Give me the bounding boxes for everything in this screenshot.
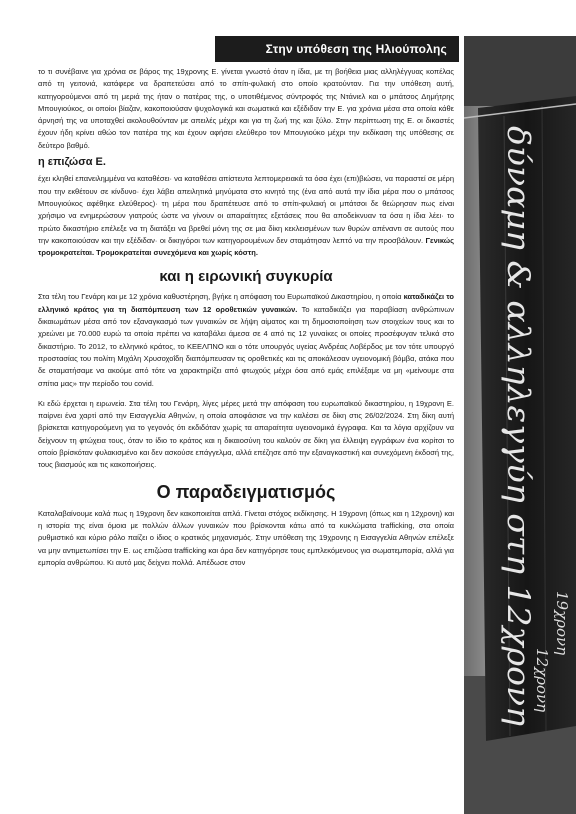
survivor-bold-end: Γενικώς τρομοκρατείται. Τρομοκρατείται συνεχόμενα και χωρίς κόστη. xyxy=(38,235,454,258)
irony-paragraph-2: Κι εδώ έρχεται η ειρωνεία. Στα τέλη του Γενάρη, λίγες μέρες μετά την απόφαση του ευρωπαϊκού δικαστηρίου, η 19χρονη Ε. παίρνει ένα χαρτί από την Εισαγγελία Αθηνών, η οποία αποφάσισε να την καλέσει σε δίκη στις 26/02/2024. Στη δίκη αυτή βρίσκεται κατηγορούμενη για το γεγονός ότι εκδιδόταν χωρίς τα απαραίτητα υγειονομικά έγγραφα. Και τα λόγια αρχίζουν να δείχνουν τη φτώχεια τους, όταν το ίδιο το κράτος και η δικαιοσύνη του καλούν σε δίκη για έλλειψη εγγράφων ένα κορίτσι το οποίο βρίσκόταν φυλακισμένο και δεν ασκούσε επάγγελμα, αλλά επέζησε από την εξαναγκαστική και συνεχόμενη έκδοσή της, τους βιασμούς και τις κακοποιήσεις. xyxy=(38,398,454,470)
header-bar xyxy=(215,36,459,62)
irony-p1-bold: καταδικάζει το ελληνικό κράτος για τη διαπόμπευση των 12 οροθετικών γυναικών. xyxy=(38,292,454,314)
article-body xyxy=(38,66,454,569)
header-title: Στην υπόθεση της Ηλιούπολης xyxy=(265,42,447,56)
survivor-heading: η επιζώσα Ε. xyxy=(38,156,106,169)
banner-main-text: δύναμη & αλληλεγγύη στη 12χρονη xyxy=(500,126,536,688)
banner-side-text-bottom: 12χρονη xyxy=(533,648,551,713)
photo-top-wall xyxy=(464,36,576,106)
example-paragraph: Καταλαβαίνουμε καλά πως η 19χρονη δεν κακοποιείται απλά. Γίνεται στόχος εκδίκησης. Η 19χρονη (όπως και η 12χρονη) και η ιστορία της είναι όμοια με πολλών άλλων γυναικών που βρίσκονται κάτω από τα κυκλώματα trafficking, στα οποία ρυθμιστικό και κύριο ρόλο παίζει ο ίδιος ο κρατικός μηχανισμός. Στην υπόθεση της 19χρονης η Εισαγγελία Αθηνών επέλεξε να μην αντιμετωπίσει την Ε. ως επιζώσα trafficking και άρα δεν κατηγόρησε τους εμπλεκόμενους για σωματεμπορία, αλλά για εμπορία ανθρώπου. Κι αυτό μας δείχνει πολλά. Απέδωσε στον xyxy=(38,508,454,567)
irony-p1-start: Στα τέλη του Γενάρη και με 12 χρόνια καθυστέρηση, βγήκε η απόφαση του Ευρωπαϊκού Δικαστηρίου, η οποία xyxy=(38,292,402,302)
example-heading: Ο παραδειγματισμός xyxy=(156,481,336,502)
banner-side-text-top: 19χρονη xyxy=(553,591,571,656)
survivor-text: έχει κληθεί επανειλημμένα να καταθέσει· να καταθέσει απίστευτα λεπτομερειακά τα όσα έχει (επι)βιώσει, να παραστεί σε μέρη που την εκθέτουν σε κίνδυνο· έχει λάβει απειλητικά μηνύματα στο κινητό της (ένα από αυτά την ίδια μέρα που ο μπάτσος Μπουγιούκος αφέθηκε ελεύθερος)· τη μέρα που δραπέτευσε από το σπίτι-φυλακή οι μπάτσοι δε θεώρησαν πως είναι χρήσιμο να ενημερώσουν γιατρούς ώστε να γίνουν οι απαραίτητες εξετάσεις που θα αποδείκνυαν τα όσα η ίδια λέει· το πρώτο δικαστήριο επέλεξε να τη διατάξει να βρεθεί μόνη της σε μια δίκη κεκλεισμένων των θυρών απέναντι σε αυτούς που την κακοποιούσαν και την εξέδιδαν· οι δικηγόροι των κατηγορουμένων δεν σταμάτησαν λεπτό να την προσβάλουν. xyxy=(38,174,454,245)
banner-photo-svg xyxy=(464,36,576,814)
irony-p1-end: Το καταδικάζει για παραβίαση ανθρώπινων δικαιωμάτων μέσα από τον εξαναγκασμό των γυναικών σε λήψη αίματος και τη δημοσιοποίηση των στοιχείων τους και το χρεώνει με 70.000 ευρώ τα οποία πρέπει να καταβάλει άμεσα σε 4 από τις 12 γυναίκες οι οποίες προσέφυγαν τελικά στο δικαστήριο. Το 2012, το ελληνικό κράτος, το ΚΕΕΛΠΝΟ και ο τότε υπουργός υγείας Ανδρέας Λοβέρδος με τον τότε υπουργό προστασίας του πολίτη Μιχάλη Χρυσοχοΐδη διαπόμπευσαν τις οροθετικές και τις αποκάλεσαν υγειονομική βόμβα, ατάκα που δε σταματήσαμε να ακούμε από τότε να χαρακτηρίζει από φτωχούς μέχρι όσα από εμάς επιλέξαμε να μη «μείνουμε στα σπίτια μας» την περίοδο του covid. xyxy=(38,304,454,388)
survivor-paragraph xyxy=(38,173,454,259)
irony-heading: και η ειρωνική συγκυρία xyxy=(159,268,333,286)
banner-photo xyxy=(464,36,576,814)
intro-paragraph: το τι συνέβαινε για χρόνια σε βάρος της 19χρονης Ε. γίνεται γνωστό όταν η ίδια, με τη βοήθεια μιας αλληλέγγυας κοπέλας από τη γειτονιά, κατάφερε να δραπετεύσει από το σπίτι-φυλακή στο οποίο κρατούνταν. Για την υπόθεση αυτή, κατηγορούμενοι από τη μεριά της ήταν ο πατέρας της, ο υποτιθέμενος σύντροφός της Ντάνιελ και ο μπάτσος Δημήτρης Μπουγιούκος, οι οποίοι βίαζαν, κακοποιούσαν ψυχολογικά και σωματικά και εξέδιδαν την Ε. για χρόνια μέσα στα οποία κάθε άρνησή της να υποταχθεί ακολουθούνταν με απειλές μέχρι και για τη ζωή της και ξύλο. Στην περίπτωση της Ε. οι δικαστές έχουν ήδη κρίνει αθώο τον πατέρα της και έχουν αφήσει ελεύθερο τον Μπουγιούκο μέχρι την εκδίκαση της υπόθεσης σε δεύτερο βαθμό. xyxy=(38,67,454,150)
irony-paragraph-1 xyxy=(38,291,454,389)
